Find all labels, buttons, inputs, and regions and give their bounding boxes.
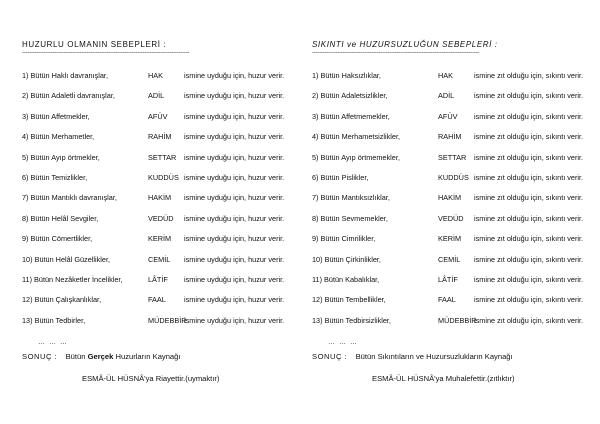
left-item-reason: ismine uyduğu için, huzur verir. <box>184 274 285 284</box>
left-divine-name: MÜDEBBİR <box>148 315 187 325</box>
right-column <box>312 40 592 384</box>
right-divine-name: RAHİM <box>438 132 462 142</box>
right-item-text: 6) Bütün Pislikler, <box>312 172 369 182</box>
left-item-reason: ismine uyduğu için, huzur verir. <box>184 295 285 305</box>
right-divine-name: MÜDEBBİR <box>438 315 477 325</box>
right-divine-name: VEDÜD <box>438 213 464 223</box>
left-item-text: 10) Bütün Helâl Güzellikler, <box>22 254 111 264</box>
left-item-text: 6) Bütün Temizlikler, <box>22 172 88 182</box>
left-list-item <box>22 153 302 173</box>
left-divine-name: SETTAR <box>148 152 177 162</box>
left-item-text: 13) Bütün Tedbirler, <box>22 315 86 325</box>
right-divine-name: SETTAR <box>438 152 467 162</box>
left-list-item <box>22 275 302 295</box>
right-list-item <box>312 295 592 315</box>
left-item-text: 11) Bütün Nezâketler İncelikler, <box>22 274 123 284</box>
right-divine-name: KUDDÜS <box>438 172 469 182</box>
right-divine-name: AFÜV <box>438 111 458 121</box>
right-item-text: 5) Bütün Ayıp örtmemekler, <box>312 152 400 162</box>
left-list-item <box>22 214 302 234</box>
left-divine-name: ADİL <box>148 91 165 101</box>
right-list-item <box>312 255 592 275</box>
left-item-text: 7) Bütün Mantıklı davranışlar, <box>22 193 117 203</box>
left-divine-name: KERİM <box>148 234 172 244</box>
right-list-item <box>312 214 592 234</box>
right-item-text: 9) Bütün Cimrilikler, <box>312 234 376 244</box>
left-item-reason: ismine uyduğu için, huzur verir. <box>184 111 285 121</box>
right-item-reason: ismine zıt olduğu için, sıkıntı verir. <box>474 152 584 162</box>
left-item-reason: ismine uyduğu için, huzur verir. <box>184 152 285 162</box>
left-conclusion-label: SONUÇ : <box>22 352 58 362</box>
right-list-item <box>312 71 592 91</box>
left-item-reason: ismine uyduğu için, huzur verir. <box>184 254 285 264</box>
right-item-reason: ismine zıt olduğu için, sıkıntı verir. <box>474 111 584 121</box>
right-item-text: 4) Bütün Merhametsizlikler, <box>312 132 401 142</box>
right-item-reason: ismine zıt olduğu için, sıkıntı verir. <box>474 91 584 101</box>
right-divine-name: LÂTİF <box>438 274 458 284</box>
right-item-reason: ismine zıt olduğu için, sıkıntı verir. <box>474 213 584 223</box>
right-item-text: 12) Bütün Tembellikler, <box>312 295 386 305</box>
right-list-item <box>312 112 592 132</box>
left-title: HUZURLU OLMANIN SEBEPLERİ : <box>22 40 167 49</box>
right-item-text: 11) Bütün Kabalıklar, <box>312 274 380 284</box>
right-list-item <box>312 173 592 193</box>
right-list-item <box>312 153 592 173</box>
left-item-text: 2) Bütün Adaletli davranışlar, <box>22 91 115 101</box>
left-list-item <box>22 234 302 254</box>
right-item-reason: ismine zıt olduğu için, sıkıntı verir. <box>474 274 584 284</box>
left-divine-name: LÂTİF <box>148 274 168 284</box>
left-list <box>22 71 302 336</box>
right-list-item <box>312 193 592 213</box>
right-item-text: 10) Bütün Çirkinlikler, <box>312 254 381 264</box>
left-divine-name: VEDÜD <box>148 213 174 223</box>
left-item-text: 12) Bütün Çalışkanlıklar, <box>22 295 102 305</box>
left-list-item <box>22 132 302 152</box>
right-list-item <box>312 316 592 336</box>
right-item-reason: ismine zıt olduğu için, sıkıntı verir. <box>474 315 584 325</box>
right-conclusion-label: SONUÇ : <box>312 352 348 362</box>
left-item-reason: ismine uyduğu için, huzur verir. <box>184 71 285 80</box>
right-item-text: 13) Bütün Tedbirsizlikler, <box>312 315 391 325</box>
left-conclusion-pre: Bütün <box>65 352 86 362</box>
right-divine-name: FAAL <box>438 295 456 305</box>
left-ellipsis: … … … <box>38 339 68 347</box>
left-item-reason: ismine uyduğu için, huzur verir. <box>184 91 285 101</box>
left-divine-name: HAKİM <box>148 193 172 203</box>
left-item-text: 1) Bütün Haklı davranışlar, <box>22 71 108 80</box>
left-conclusion-post: Huzurların Kaynağı <box>115 352 181 362</box>
right-item-text: 7) Bütün Mantıksızlıklar, <box>312 193 390 203</box>
left-list-item <box>22 255 302 275</box>
left-list-item <box>22 112 302 132</box>
left-item-reason: ismine uyduğu için, huzur verir. <box>184 213 285 223</box>
left-divine-name: HAK <box>148 71 164 80</box>
right-divine-name: KERİM <box>438 234 462 244</box>
right-item-text: 1) Bütün Haksızlıklar, <box>312 71 381 80</box>
left-item-reason: ismine uyduğu için, huzur verir. <box>184 193 285 203</box>
right-title-underline: --------------------------------------------------------------------------------------------- <box>312 50 480 56</box>
left-divine-name: CEMİL <box>148 254 171 264</box>
right-item-text: 8) Bütün Sevmemekler, <box>312 213 388 223</box>
left-item-reason: ismine uyduğu için, huzur verir. <box>184 315 285 325</box>
right-item-reason: ismine zıt olduğu için, sıkıntı verir. <box>474 234 584 244</box>
left-item-text: 5) Bütün Ayıp örtmekler, <box>22 152 100 162</box>
right-divine-name: HAKİM <box>438 193 462 203</box>
left-item-reason: ismine uyduğu için, huzur verir. <box>184 172 285 182</box>
right-title: SIKINTI ve HUZURSUZLUĞUN SEBEPLERİ : <box>312 40 498 49</box>
right-item-reason: ismine zıt olduğu için, sıkıntı verir. <box>474 132 584 142</box>
right-conclusion-line1: Bütün Sıkıntıların ve Huzursuzlukların Kaynağı <box>355 352 513 362</box>
left-list-item <box>22 71 302 91</box>
right-list-item <box>312 132 592 152</box>
right-conclusion-line2: ESMÂ-ÜL HÜSNÂ'ya Muhalefettir.(zıtlıktır) <box>372 374 515 384</box>
left-list-item <box>22 316 302 336</box>
right-list-item <box>312 234 592 254</box>
left-item-text: 8) Bütün Helâl Sevgiler, <box>22 213 99 223</box>
right-conclusion <box>312 352 592 384</box>
left-item-text: 4) Bütün Merhametler, <box>22 132 95 142</box>
left-list-item <box>22 173 302 193</box>
right-item-reason: ismine zıt olduğu için, sıkıntı verir. <box>474 172 584 182</box>
left-column <box>22 40 302 384</box>
right-item-reason: ismine zıt olduğu için, sıkıntı verir. <box>474 254 584 264</box>
right-item-text: 3) Bütün Affetmemekler, <box>312 111 390 121</box>
left-divine-name: AFÜV <box>148 111 168 121</box>
right-item-reason: ismine zıt olduğu için, sıkıntı verir. <box>474 193 584 203</box>
left-item-reason: ismine uyduğu için, huzur verir. <box>184 234 285 244</box>
right-list <box>312 71 592 336</box>
left-item-reason: ismine uyduğu için, huzur verir. <box>184 132 285 142</box>
left-list-item <box>22 91 302 111</box>
left-list-item <box>22 193 302 213</box>
left-divine-name: FAAL <box>148 295 166 305</box>
left-conclusion-bold: Gerçek <box>87 352 114 362</box>
right-list-item <box>312 275 592 295</box>
left-divine-name: KUDDÜS <box>148 172 179 182</box>
right-list-item <box>312 91 592 111</box>
right-divine-name: ADİL <box>438 91 455 101</box>
right-item-text: 2) Bütün Adaletsizlikler, <box>312 91 388 101</box>
left-item-text: 9) Bütün Cömertlikler, <box>22 234 93 244</box>
right-item-reason: ismine zıt olduğu için, sıkıntı verir. <box>474 295 584 305</box>
right-divine-name: CEMİL <box>438 254 461 264</box>
left-divine-name: RAHİM <box>148 132 172 142</box>
right-ellipsis: … … … <box>328 339 358 347</box>
left-title-underline: --------------------------------------------------------------------------------------------- <box>22 50 190 56</box>
left-conclusion-line2: ESMÂ-ÜL HÜSNÂ'ya Riayettir.(uymaktır) <box>82 374 220 384</box>
left-conclusion <box>22 352 302 384</box>
left-list-item <box>22 295 302 315</box>
right-divine-name: HAK <box>438 71 454 80</box>
right-item-reason: ismine zıt olduğu için, sıkıntı verir. <box>474 71 584 80</box>
left-item-text: 3) Bütün Affetmekler, <box>22 111 90 121</box>
